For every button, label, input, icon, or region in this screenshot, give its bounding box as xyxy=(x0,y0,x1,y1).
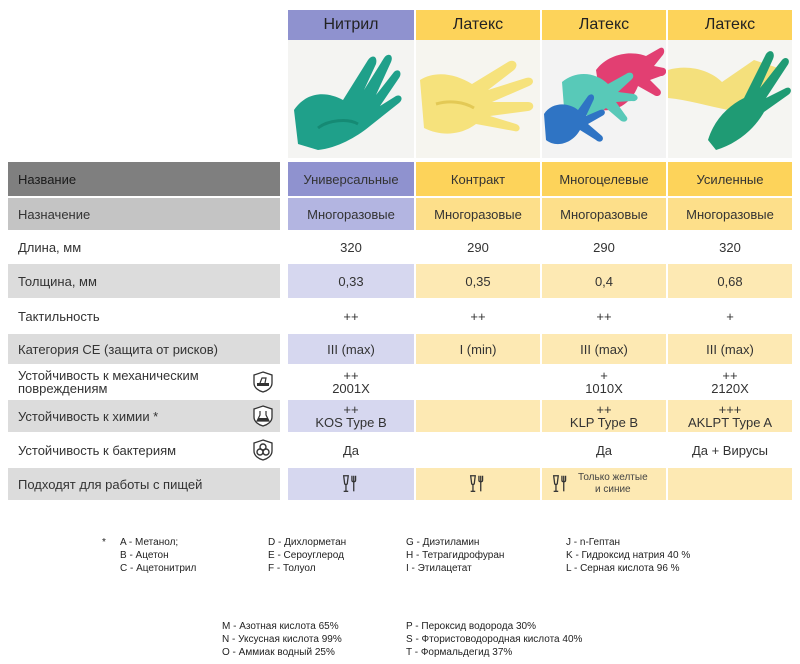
row-label-thickness: Толщина, мм xyxy=(8,264,280,298)
legend-col6 xyxy=(406,620,582,659)
header-latex-1: Латекс xyxy=(416,10,540,40)
food-cell xyxy=(668,468,792,500)
mechanical-code: 2120X xyxy=(711,381,749,396)
header-latex-2: Латекс xyxy=(542,10,666,40)
row-label-food: Подходят для работы с пищей xyxy=(8,468,280,500)
name-cell: Усиленные xyxy=(668,162,792,196)
green-glove-image xyxy=(288,40,414,158)
yellow-glove-image xyxy=(416,40,540,158)
length-cell: 320 xyxy=(288,232,414,262)
legend-col5 xyxy=(222,620,342,659)
thickness-cell: 0,68 xyxy=(668,264,792,298)
ce-cell: III (max) xyxy=(668,334,792,364)
multicolor-gloves-image xyxy=(542,40,666,158)
mechanical-rating: ++ xyxy=(722,368,738,383)
mechanical-label-line2: повреждениям xyxy=(18,381,108,396)
mechanical-cell xyxy=(668,366,792,398)
row-label-bacteria xyxy=(8,434,280,466)
thickness-cell: 0,33 xyxy=(288,264,414,298)
legend-item: E - Сероуглерод xyxy=(268,550,344,561)
bacteria-label: Устойчивость к бактериям xyxy=(18,442,177,458)
bacteria-cell xyxy=(416,434,540,466)
legend-item: T - Формальдегид 37% xyxy=(406,647,513,658)
row-label-tactility: Тактильность xyxy=(8,300,280,332)
thickness-cell: 0,4 xyxy=(542,264,666,298)
food-cell xyxy=(542,468,666,500)
chemical-hazard-icon xyxy=(252,405,274,427)
legend-item: L - Серная кислота 96 % xyxy=(566,563,680,574)
purpose-cell: Многоразовые xyxy=(288,198,414,230)
biohazard-icon xyxy=(252,439,274,461)
chemical-code: AKLPT Type A xyxy=(687,415,773,430)
legend-item: P - Пероксид водорода 30% xyxy=(406,621,536,632)
mechanical-code: 2001X xyxy=(332,381,370,396)
food-safe-icon xyxy=(340,473,362,495)
length-cell: 320 xyxy=(668,232,792,262)
food-safe-icon xyxy=(467,473,489,495)
bacteria-cell: Да + Вирусы xyxy=(668,434,792,466)
legend-col3 xyxy=(406,536,504,575)
chemical-cell xyxy=(288,400,414,432)
legend-item: H - Тетрагидрофуран xyxy=(406,550,505,561)
chemical-code: KOS Type B xyxy=(315,415,387,430)
ce-cell: I (min) xyxy=(416,334,540,364)
header-nitrile: Нитрил xyxy=(288,10,414,40)
legend-item: I - Этилацетат xyxy=(406,563,472,574)
food-note-line2: и синие xyxy=(595,484,631,495)
legend-item: C - Ацетонитрил xyxy=(120,563,197,574)
chemical-cell xyxy=(668,400,792,432)
purpose-cell: Многоразовые xyxy=(542,198,666,230)
chemical-cell xyxy=(542,400,666,432)
mechanical-hazard-icon xyxy=(252,371,274,393)
legend-item: A - Метанол; xyxy=(120,537,179,548)
name-cell: Универсальные xyxy=(288,162,414,196)
header-latex-3: Латекс xyxy=(668,10,792,40)
mechanical-rating: + xyxy=(600,368,608,383)
yellow-green-glove-image xyxy=(668,40,792,158)
tactility-cell: + xyxy=(668,300,792,332)
chemical-rating: ++ xyxy=(596,402,612,417)
purpose-cell: Многоразовые xyxy=(668,198,792,230)
legend-item: M - Азотная кислота 65% xyxy=(222,621,339,632)
food-safe-icon xyxy=(550,473,572,495)
legend-item: J - n-Гептан xyxy=(566,537,621,548)
ce-cell: III (max) xyxy=(542,334,666,364)
tactility-cell: ++ xyxy=(416,300,540,332)
food-note xyxy=(578,472,648,496)
legend-item: D - Дихлорметан xyxy=(268,537,347,548)
mechanical-cell xyxy=(416,366,540,398)
mechanical-label-line1: Устойчивость к механическим xyxy=(18,368,199,383)
legend-item: S - Фтористоводородная кислота 40% xyxy=(406,634,583,645)
legend-marker: * xyxy=(102,537,106,548)
mechanical-code: 1010X xyxy=(585,381,623,396)
chemical-label: Устойчивость к химии * xyxy=(18,408,159,424)
chemical-code: KLP Type B xyxy=(569,415,639,430)
legend-item: B - Ацетон xyxy=(120,550,169,561)
legend-col1 xyxy=(120,536,196,575)
tactility-cell: ++ xyxy=(288,300,414,332)
food-note-line1: Только желтые xyxy=(578,472,648,483)
row-label-ce-category: Категория СЕ (защита от рисков) xyxy=(8,334,280,364)
chemical-rating: ++ xyxy=(343,402,359,417)
chemical-cell xyxy=(416,400,540,432)
name-cell: Контракт xyxy=(416,162,540,196)
mechanical-cell xyxy=(288,366,414,398)
bacteria-cell: Да xyxy=(288,434,414,466)
length-cell: 290 xyxy=(542,232,666,262)
legend-item: F - Толуол xyxy=(268,563,316,574)
row-label-length: Длина, мм xyxy=(8,232,280,262)
row-label-chemical xyxy=(8,400,280,432)
legend-col4 xyxy=(566,536,690,575)
mechanical-cell xyxy=(542,366,666,398)
ce-cell: III (max) xyxy=(288,334,414,364)
chemical-rating: +++ xyxy=(718,402,742,417)
food-cell xyxy=(288,468,414,500)
legend-item: O - Аммиак водный 25% xyxy=(222,647,335,658)
tactility-cell: ++ xyxy=(542,300,666,332)
legend-item: K - Гидроксид натрия 40 % xyxy=(566,550,691,561)
legend-item: N - Уксусная кислота 99% xyxy=(222,634,342,645)
name-cell: Многоцелевые xyxy=(542,162,666,196)
bacteria-cell: Да xyxy=(542,434,666,466)
row-label-name: Название xyxy=(8,162,280,196)
legend-item: G - Диэтиламин xyxy=(406,537,480,548)
purpose-cell: Многоразовые xyxy=(416,198,540,230)
mechanical-rating: ++ xyxy=(343,368,359,383)
row-label-mechanical xyxy=(8,366,280,398)
length-cell: 290 xyxy=(416,232,540,262)
row-label-purpose: Назначение xyxy=(8,198,280,230)
food-cell xyxy=(416,468,540,500)
thickness-cell: 0,35 xyxy=(416,264,540,298)
legend-col2 xyxy=(268,536,346,575)
